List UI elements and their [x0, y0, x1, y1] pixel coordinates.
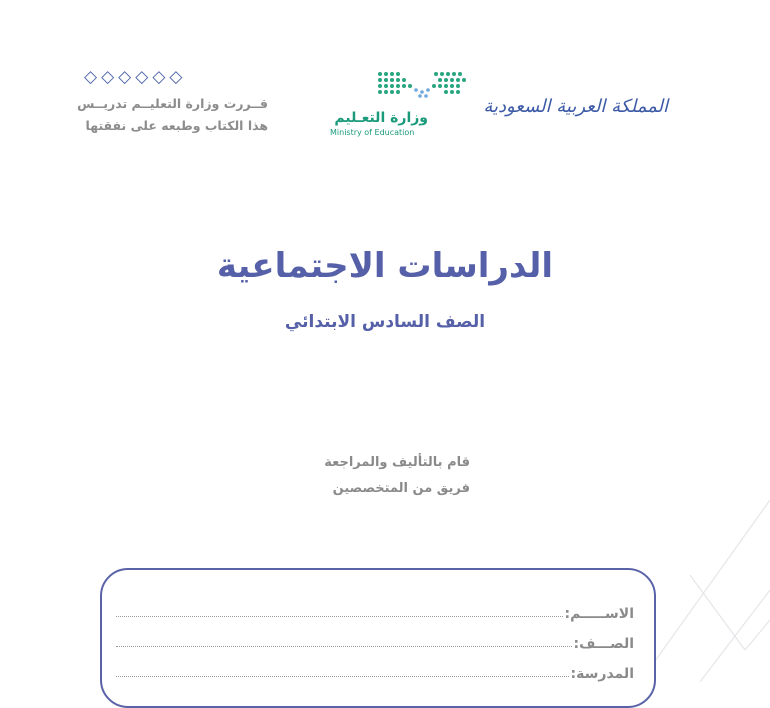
- decree-line-2: هذا الكتاب وطبعه على نفقتها: [85, 118, 268, 133]
- student-info-box: [100, 568, 656, 708]
- ministry-logo-icon: [376, 70, 468, 104]
- name-label: الاســـــم:: [564, 606, 634, 622]
- ministry-name-arabic: وزارة التعـليم: [334, 110, 428, 126]
- name-field[interactable]: [116, 616, 563, 617]
- diamond-icon: ◇: [169, 67, 183, 87]
- authorship-line-1: قام بالتأليف والمراجعة: [324, 455, 470, 470]
- diamond-icon: ◇: [135, 67, 149, 87]
- book-subtitle: الصف السادس الابتدائي: [284, 312, 486, 332]
- kingdom-name-calligraphy: المملكة العربية السعودية: [483, 96, 668, 117]
- authorship-line-2: فريق من المتخصصين: [332, 481, 470, 496]
- class-field[interactable]: [116, 646, 572, 647]
- decree-line-1: قــررت وزارة التعليــم تدريــس: [77, 96, 268, 111]
- book-title: الدراسات الاجتماعية: [216, 246, 554, 286]
- school-label: المدرسة:: [570, 666, 634, 682]
- diamond-icon: ◇: [101, 67, 115, 87]
- ministry-name-english: Ministry of Education: [330, 128, 415, 137]
- school-row: [116, 658, 634, 682]
- school-field[interactable]: [116, 676, 569, 677]
- name-row: [116, 598, 634, 622]
- class-row: [116, 628, 634, 652]
- diamond-row: [84, 68, 214, 86]
- diamond-icon: ◇: [84, 67, 98, 87]
- class-label: الصـــف:: [573, 636, 634, 652]
- diamond-icon: ◇: [152, 67, 166, 87]
- diamond-icon: ◇: [118, 67, 132, 87]
